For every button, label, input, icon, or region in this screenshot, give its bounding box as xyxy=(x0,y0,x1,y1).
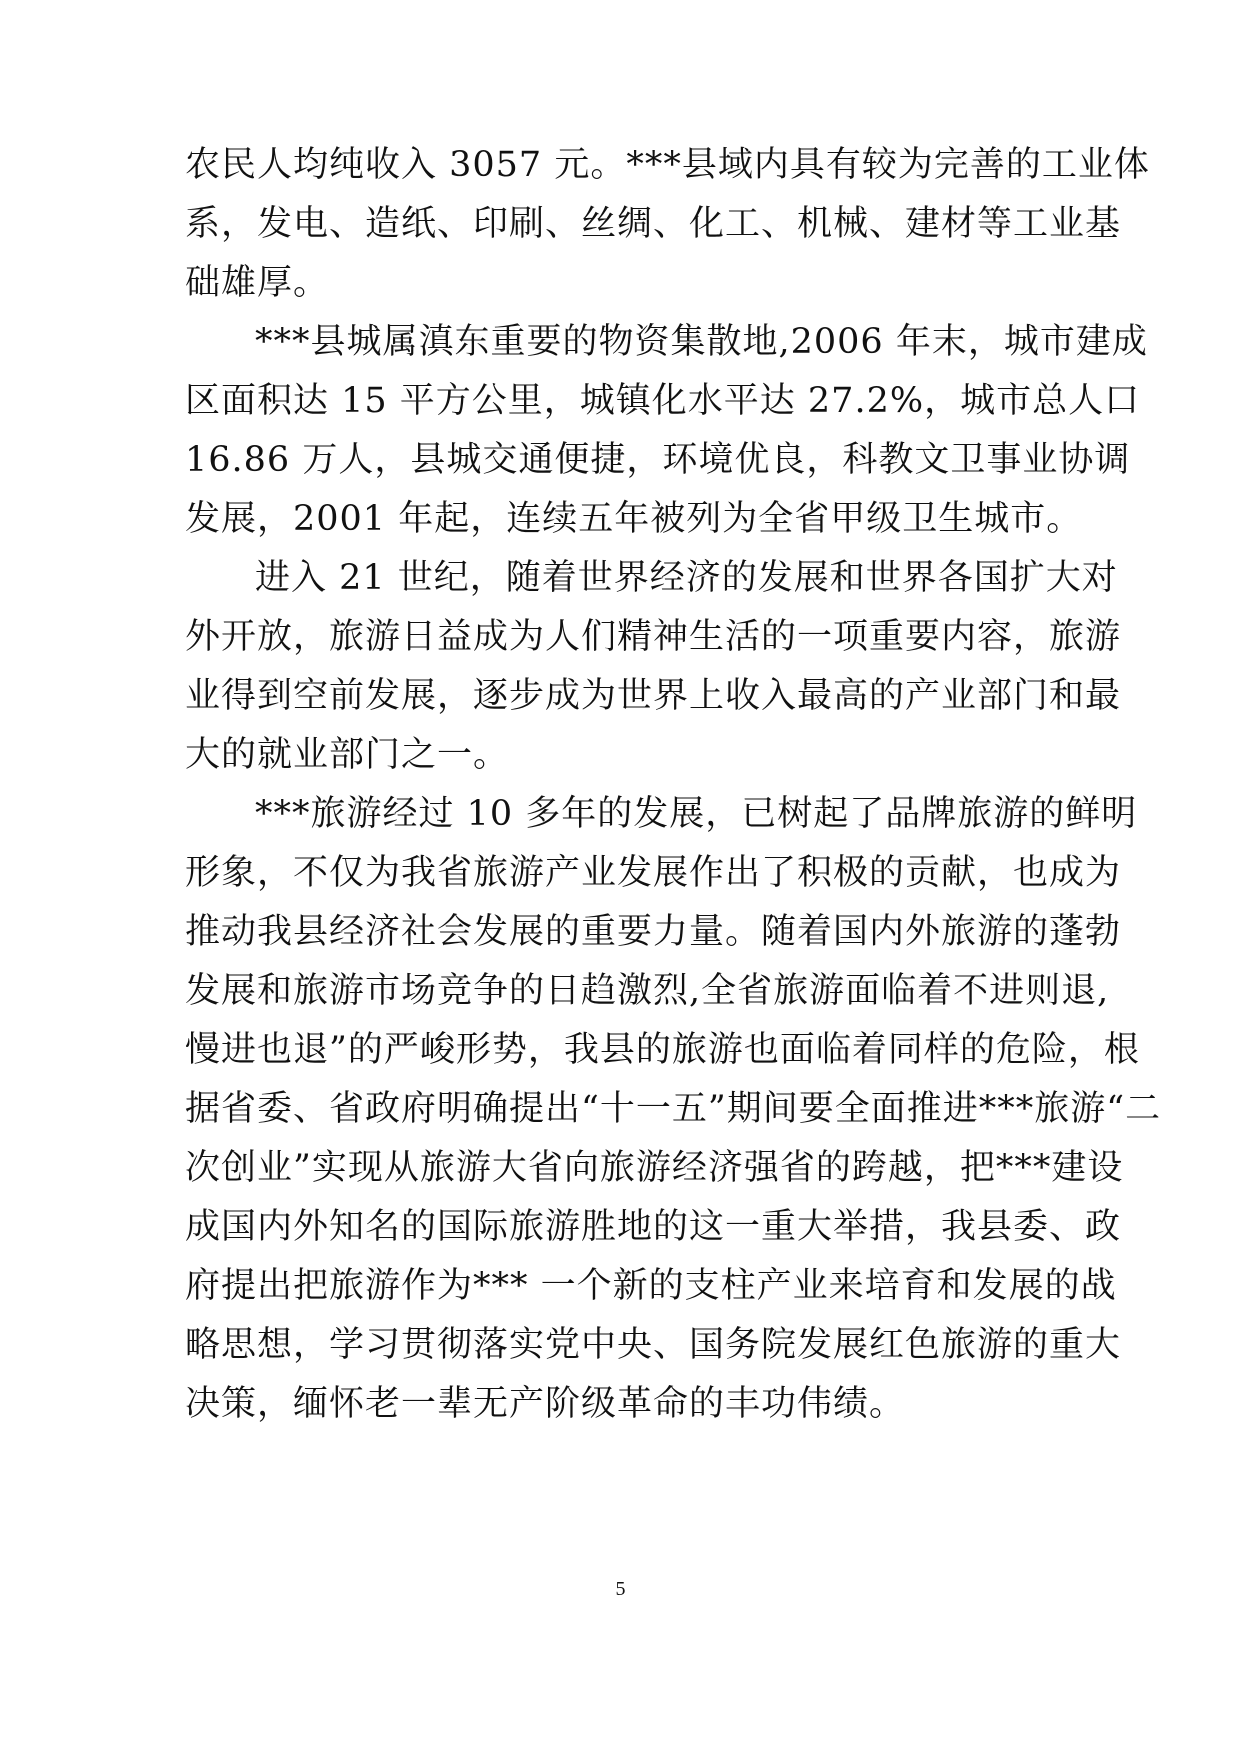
text-line: 大的就业部门之一。 xyxy=(185,735,510,775)
text-line: 外开放，旅游日益成为人们精神生活的一项重要内容，旅游 xyxy=(185,617,1122,657)
text-line: 决策，缅怀老一辈无产阶级革命的丰功伟绩。 xyxy=(185,1384,906,1424)
text-line: 略思想，学习贯彻落实党中央、国务院发展红色旅游的重大 xyxy=(185,1325,1122,1365)
text-line: ***旅游经过 10 多年的发展，已树起了品牌旅游的鲜明 xyxy=(255,794,1138,834)
text-line: 发展和旅游市场竞争的日趋激烈,全省旅游面临着不进则退, xyxy=(185,971,1110,1011)
text-line: 推动我县经济社会发展的重要力量。随着国内外旅游的蓬勃 xyxy=(185,912,1122,952)
page-number: 5 xyxy=(615,1578,626,1600)
text-line: 成国内外知名的国际旅游胜地的这一重大举措，我县委、政 xyxy=(185,1207,1122,1247)
text-line: 16.86 万人，县城交通便捷，环境优良，科教文卫事业协调 xyxy=(185,440,1131,480)
text-line: ***县城属滇东重要的物资集散地,2006 年末，城市建成 xyxy=(255,322,1148,362)
text-line: 府提出把旅游作为*** 一个新的支柱产业来培育和发展的战 xyxy=(185,1266,1117,1306)
text-line: 农民人均纯收入 3057 元。***县域内具有较为完善的工业体 xyxy=(185,145,1150,185)
text-line: 次创业”实现从旅游大省向旅游经济强省的跨越，把***建设 xyxy=(185,1148,1124,1188)
text-line: 础雄厚。 xyxy=(185,263,330,303)
text-line: 进入 21 世纪，随着世界经济的发展和世界各国扩大对 xyxy=(255,558,1118,598)
text-line: 系，发电、造纸、印刷、丝绸、化工、机械、建材等工业基 xyxy=(185,204,1122,244)
text-line: 发展，2001 年起，连续五年被列为全省甲级卫生城市。 xyxy=(185,499,1083,539)
text-line: 业得到空前发展，逐步成为世界上收入最高的产业部门和最 xyxy=(185,676,1122,716)
text-line: 据省委、省政府明确提出“十一五”期间要全面推进***旅游“二 xyxy=(185,1089,1162,1129)
text-line: 形象，不仅为我省旅游产业发展作出了积极的贡献，也成为 xyxy=(185,853,1122,893)
text-line: 区面积达 15 平方公里，城镇化水平达 27.2%，城市总人口 xyxy=(185,381,1141,421)
text-line: 慢进也退”的严峻形势，我县的旅游也面临着同样的危险，根 xyxy=(185,1030,1140,1070)
